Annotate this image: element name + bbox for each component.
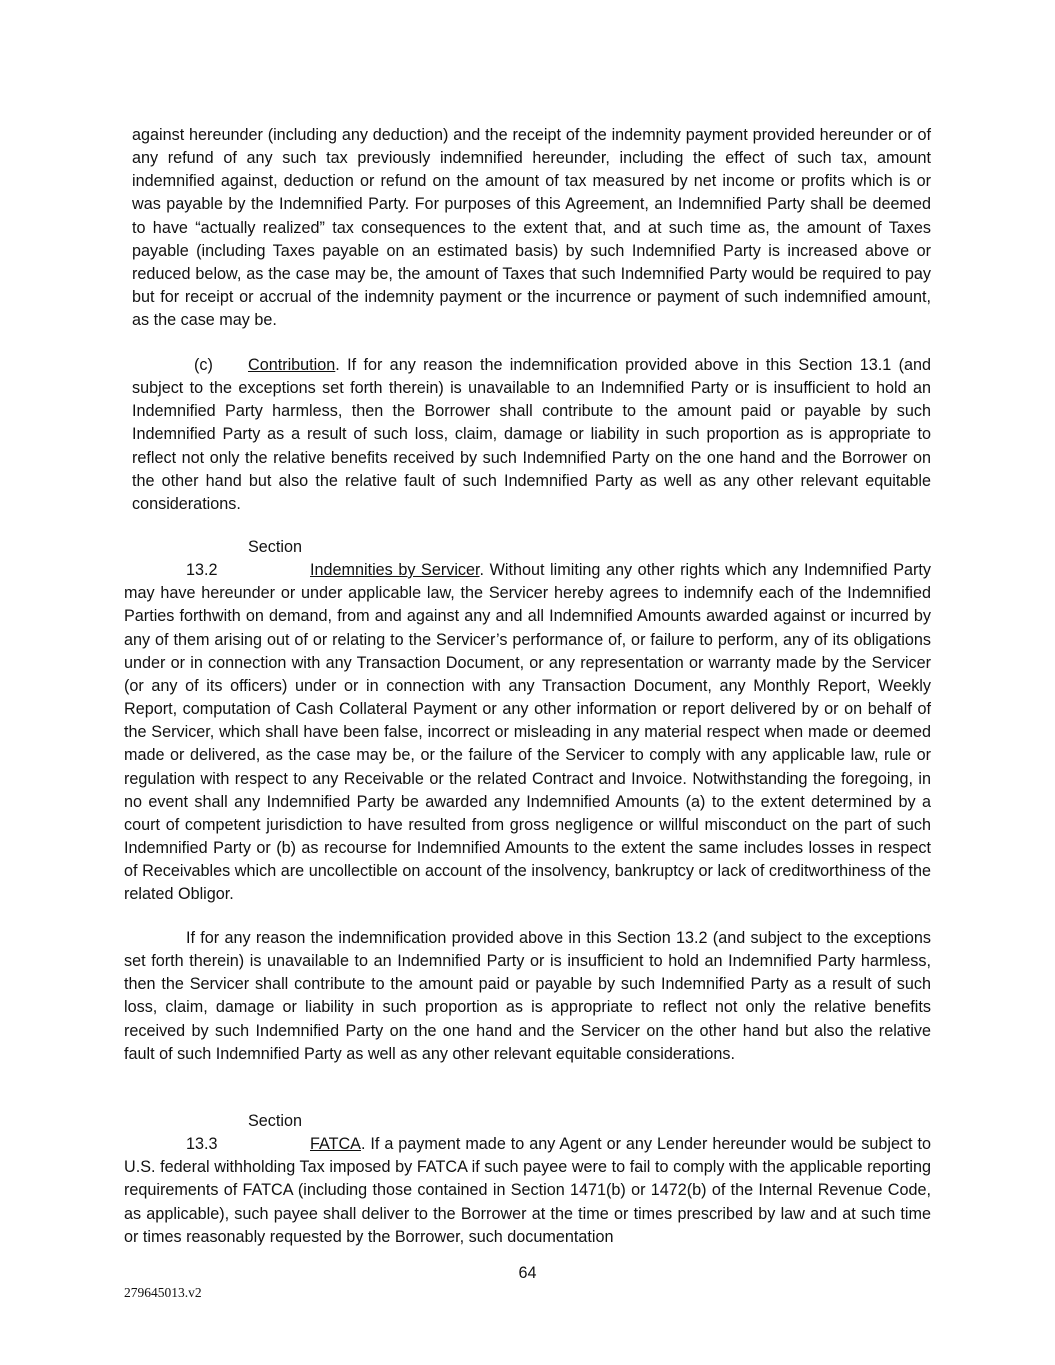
contribution-heading: Contribution xyxy=(248,356,336,374)
section-13-3-text: . If a payment made to any Agent or any Lender hereunder would be subject to U.S. federal withholding Tax imposed by FATCA if such payee were to fail to comply with the applicable reporting requirements of FATCA (including those contained in Section 1471(b) or 1472(b) of the Internal Revenue Code, as applicable), such payee shall deliver to the Borrower at the time or times prescribed by law and at such time or times reasonably requested by the Borrower, such documentation xyxy=(124,1135,931,1246)
section-13-2-heading: Indemnities by Servicer xyxy=(310,561,480,580)
section-13-2-number: Section 13.2 xyxy=(186,538,302,580)
subsection-marker: (c) xyxy=(194,356,213,374)
section-13-3-heading: FATCA xyxy=(310,1135,361,1154)
page-number: 64 xyxy=(518,1264,537,1282)
document-id: 279645013.v2 xyxy=(124,1285,202,1300)
section-13-3-paragraph xyxy=(124,1110,931,1249)
contribution-paragraph xyxy=(132,354,931,516)
section-13-3-number: Section 13.3 xyxy=(186,1112,302,1154)
continuation-paragraph: against hereunder (including any deduction) and the receipt of the indemnity payment provided hereunder or of any refund of any such tax previously indemnified hereunder, including the effect of such tax, amount indemnified against, deduction or refund on the amount of tax measured by net income or profits which is or was payable by the Indemnified Party. For purposes of this Agreement, an Indemnified Party shall be deemed to have “actually realized” tax consequences to the extent that, and at such time as, the amount of Taxes payable (including Taxes payable on an estimated basis) by such Indemnified Party is increased above or reduced below, as the case may be, the amount of Taxes that such Indemnified Party would be required to pay but for receipt or accrual of the indemnity payment or the incurrence or payment of such indemnified amount, as the case may be. xyxy=(132,126,931,330)
servicer-contribution-paragraph: If for any reason the indemnification provided above in this Section 13.2 (and subject to the exceptions set forth therein) is unavailable to an Indemnified Party or is insufficient to hold an Indemnified Party harmless, then the Servicer shall contribute to the amount paid or payable by such Indemnified Party as a result of such loss, claim, damage or liability in such proportion as is appropriate to reflect not only the relative benefits received by such Indemnified Party on the one hand and the Servicer on the other hand but also the relative fault of such Indemnified Party as well as any other relevant equitable considerations. xyxy=(124,929,931,1063)
contribution-text: . If for any reason the indemnification provided above in this Section 13.1 (and subject to the exceptions set forth therein) is unavailable to an Indemnified Party or is insufficient to hold an Indemnified Party harmless, then the Borrower shall contribute to the amount paid or payable by such Indemnified Party as a result of such loss, claim, damage or liability in such proportion as is appropriate to reflect not only the relative benefits received by such Indemnified Party on the one hand and the Borrower on the other hand but also the relative fault of such Indemnified Party as well as any other relevant equitable considerations. xyxy=(132,356,931,513)
section-13-2-paragraph xyxy=(124,536,931,907)
section-13-2-text: . Without limiting any other rights which any Indemnified Party may have hereunder or under applicable law, the Servicer hereby agrees to indemnify each of the Indemnified Parties forthwith on demand, from and against any and all Indemnified Amounts awarded against or incurred by any of them arising out of or relating to the Servicer’s performance of, or failure to perform, any of its obligations under or in connection with any Transaction Document, or any representation or warranty made by the Servicer (or any of its officers) under or in connection with any Transaction Document, any Monthly Report, Weekly Report, computation of Cash Collateral Payment or any other information or report delivered by or on behalf of the Servicer, which shall have been false, incorrect or misleading in any material respect when made or deemed made or delivered, as the case may be, or the failure of the Servicer to comply with any applicable law, rule or regulation with respect to any Receivable or the related Contract and Invoice. Notwithstanding the foregoing, in no event shall any Indemnified Party be awarded any Indemnified Amounts (a) to the extent determined by a court of competent jurisdiction to have resulted from gross negligence or willful misconduct on the part of such Indemnified Party or (b) as recourse for Indemnified Amounts to the extent the same includes losses in respect of Receivables which are uncollectible on account of the insolvency, bankruptcy or lack of creditworthiness of the related Obligor. xyxy=(124,561,931,904)
